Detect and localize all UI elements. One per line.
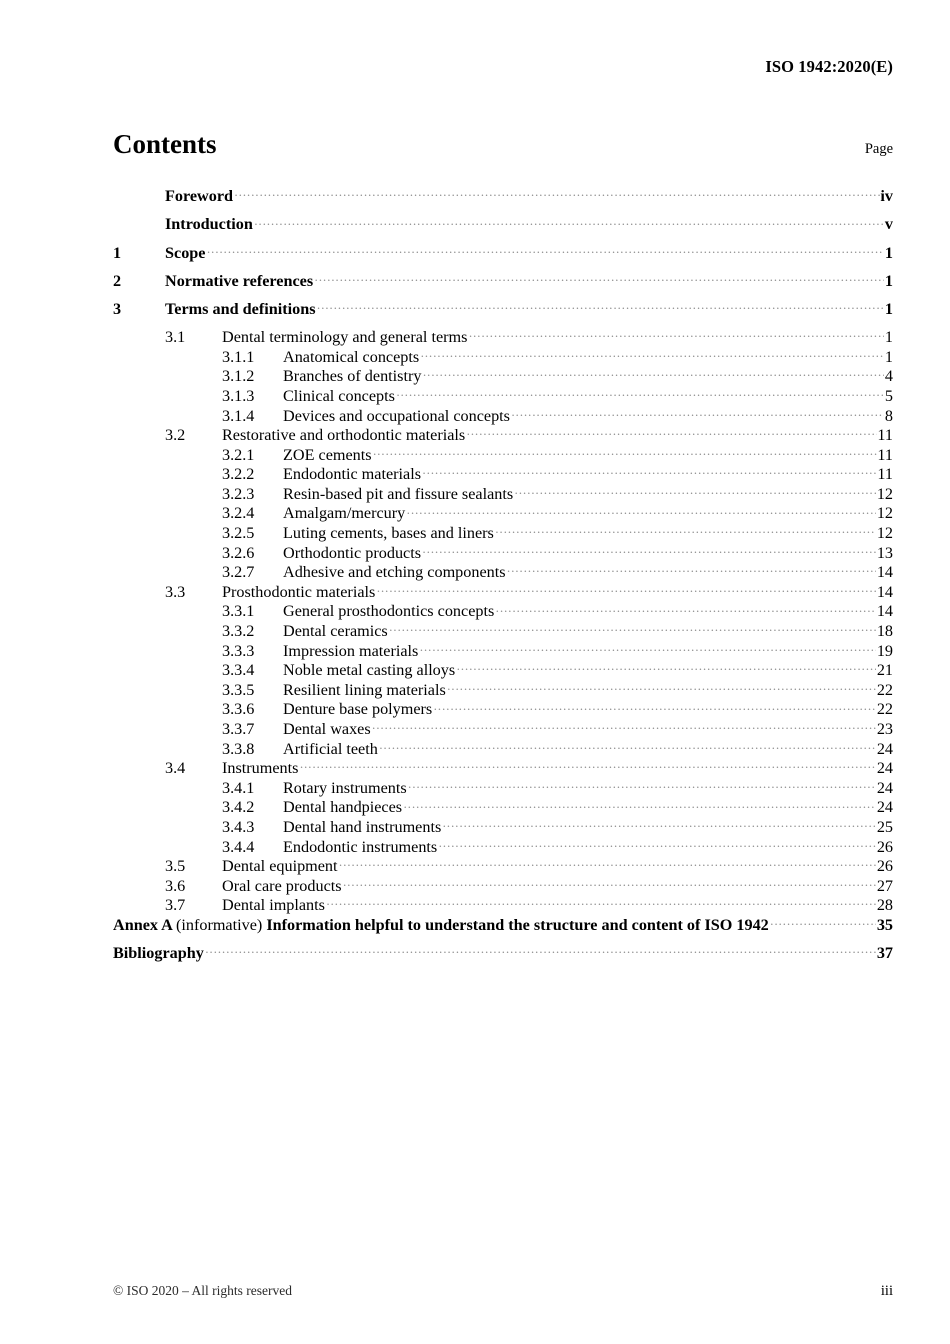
toc-entry-label: Orthodontic products <box>283 543 422 562</box>
toc-entry-3-6[interactable] <box>113 875 893 895</box>
toc-entry-page: 12 <box>876 504 893 523</box>
toc-entry-3-3-3[interactable] <box>113 639 893 659</box>
dot-leader <box>443 816 877 832</box>
dot-leader <box>469 326 884 342</box>
toc-entry-3-2-3[interactable] <box>113 483 893 503</box>
toc-entry-3-3[interactable] <box>113 581 893 601</box>
toc-entry-label: Introduction <box>165 215 253 234</box>
toc-entry-page: v <box>884 215 893 234</box>
toc-entry-label: Prosthodontic materials <box>222 582 376 601</box>
toc-entry-page: 37 <box>876 944 893 963</box>
dot-leader <box>423 541 877 557</box>
dot-leader <box>235 185 880 201</box>
toc-entry-number: 3.1.4 <box>222 406 255 425</box>
toc-entry-page: 14 <box>876 582 893 601</box>
table-of-contents <box>113 185 893 970</box>
toc-entry-page: 22 <box>876 700 893 719</box>
dot-leader <box>457 659 877 675</box>
toc-entry-label: Luting cements, bases and liners <box>283 524 494 543</box>
toc-entry-label: Rotary instruments <box>283 778 407 797</box>
toc-entry-page: 12 <box>876 524 893 543</box>
toc-entry-label: Endodontic materials <box>283 465 422 484</box>
toc-entry-page: 24 <box>876 739 893 758</box>
toc-entry-label: General prosthodontics concepts <box>283 602 495 621</box>
toc-entry-number: 2 <box>113 271 122 290</box>
toc-entry-number: 3.2.7 <box>222 563 255 582</box>
annex-title: Information helpful to understand the structure and content of ISO 1942 <box>266 915 769 934</box>
toc-entry-number: 3.2.6 <box>222 543 255 562</box>
toc-entry-label: Dental handpieces <box>283 798 403 817</box>
dot-leader <box>372 718 876 734</box>
toc-entry-page: 28 <box>876 896 893 915</box>
dot-leader <box>407 502 877 518</box>
toc-entry-number: 3.3.2 <box>222 622 255 641</box>
page-column-label: Page <box>864 141 893 157</box>
dot-leader <box>423 463 877 479</box>
toc-entry-3-2-4[interactable] <box>113 502 893 522</box>
toc-entry-label: Anatomical concepts <box>283 347 420 366</box>
toc-entry-number: 3.4.2 <box>222 798 255 817</box>
dot-leader <box>467 424 877 440</box>
dot-leader <box>205 942 876 958</box>
dot-leader <box>434 698 877 714</box>
toc-entry-3-4-1[interactable] <box>113 777 893 797</box>
toc-entry-number: 3.5 <box>165 857 186 876</box>
dot-leader <box>439 835 877 851</box>
toc-entry-3-3-2[interactable] <box>113 620 893 640</box>
page-footer <box>113 1283 893 1300</box>
dot-leader <box>423 365 884 381</box>
toc-entry-page: 19 <box>876 641 893 660</box>
toc-entry-number: 3.4.1 <box>222 778 255 797</box>
toc-entry-number: 3.4.3 <box>222 817 255 836</box>
toc-entry-number: 3.2.4 <box>222 504 255 523</box>
toc-entry-number: 3.3 <box>165 582 186 601</box>
toc-entry-label: Dental hand instruments <box>283 817 442 836</box>
toc-entry-3-1-2[interactable] <box>113 365 893 385</box>
toc-entry-3-2-1[interactable] <box>113 444 893 464</box>
toc-entry-label: ZOE cements <box>283 445 372 464</box>
toc-entry-number: 3.2.3 <box>222 484 255 503</box>
toc-entry-label: Branches of dentistry <box>283 367 422 386</box>
toc-entry-3-2-7[interactable] <box>113 561 893 581</box>
toc-entry-label: Noble metal casting alloys <box>283 661 456 680</box>
toc-entry-number: 3.7 <box>165 896 186 915</box>
toc-entry-page: 24 <box>876 759 893 778</box>
toc-entry-3-4-4[interactable] <box>113 835 893 855</box>
toc-entry-number: 3.3.8 <box>222 739 255 758</box>
toc-entry-page: 13 <box>876 543 893 562</box>
toc-entry-label: Amalgam/mercury <box>283 504 406 523</box>
toc-entry-number: 3.4.4 <box>222 837 255 856</box>
toc-entry-label: Impression materials <box>283 641 419 660</box>
toc-entry-page: iv <box>880 187 893 206</box>
toc-entry-label: Artificial teeth <box>283 739 378 758</box>
toc-entry-number: 3.6 <box>165 876 186 895</box>
dot-leader <box>389 620 876 636</box>
toc-entry-number: 3.1.3 <box>222 386 255 405</box>
toc-entry-3-3-5[interactable] <box>113 679 893 699</box>
toc-entry-3-5[interactable] <box>113 855 893 875</box>
toc-entry-page: 11 <box>877 465 893 484</box>
dot-leader <box>515 483 877 499</box>
toc-entry-number: 3.2 <box>165 426 186 445</box>
toc-entry-3-1-1[interactable] <box>113 346 893 366</box>
toc-entry-3[interactable] <box>113 298 893 326</box>
toc-entry-number: 3.3.3 <box>222 641 255 660</box>
toc-entry-page: 27 <box>876 876 893 895</box>
toc-entry-page: 1 <box>884 271 893 290</box>
toc-entry-page: 21 <box>876 661 893 680</box>
toc-entry-label: Adhesive and etching components <box>283 563 506 582</box>
toc-entry-number: 3.3.7 <box>222 720 255 738</box>
dot-leader <box>421 346 884 362</box>
toc-entry-number: 3.1.1 <box>222 347 255 366</box>
toc-entry-annex-a[interactable] <box>113 914 893 942</box>
toc-entry-1[interactable] <box>113 241 893 269</box>
toc-entry-label: Dental terminology and general terms <box>222 328 468 347</box>
toc-entry-page: 1 <box>884 328 893 347</box>
dot-leader <box>377 581 877 597</box>
toc-entry-number: 3.2.1 <box>222 445 255 464</box>
toc-entry-number: 3.1 <box>165 328 186 347</box>
toc-entry-3-3-7[interactable] <box>113 718 893 738</box>
toc-entry-3-1[interactable] <box>113 326 893 346</box>
annex-qualifier: (informative) <box>175 915 267 934</box>
toc-entry-page: 14 <box>876 602 893 621</box>
toc-entry-page: 26 <box>876 837 893 856</box>
annex-label: Annex A <box>113 915 176 934</box>
toc-entry-3-4-2[interactable] <box>113 796 893 816</box>
toc-entry-label: Resin-based pit and fissure sealants <box>283 484 514 503</box>
toc-entry-page: 26 <box>876 857 893 876</box>
toc-entry-page: 18 <box>876 622 893 641</box>
dot-leader <box>770 914 876 930</box>
toc-entry-number: 3.2.5 <box>222 524 255 543</box>
contents-heading-row <box>113 131 893 158</box>
toc-entry-page: 14 <box>876 563 893 582</box>
toc-entry-page: 8 <box>884 406 893 425</box>
toc-entry-page: 1 <box>884 347 893 366</box>
toc-entry-3-4-3[interactable] <box>113 816 893 836</box>
toc-entry-label: Endodontic instruments <box>283 837 438 856</box>
dot-leader <box>496 600 877 616</box>
toc-entry-number: 1 <box>113 243 122 262</box>
dot-leader <box>343 875 876 891</box>
toc-entry-number: 3.2.2 <box>222 465 255 484</box>
toc-entry-page: 1 <box>884 243 893 262</box>
toc-entry-label: Resilient lining materials <box>283 680 446 699</box>
toc-entry-3-7[interactable] <box>113 894 893 914</box>
toc-entry-label: Foreword <box>165 187 234 206</box>
toc-entry-3-3-8[interactable] <box>113 737 893 757</box>
dot-leader <box>326 894 876 910</box>
toc-entry-page: 23 <box>876 720 893 738</box>
toc-entry-3-2[interactable] <box>113 424 893 444</box>
toc-entry-3-1-4[interactable] <box>113 404 893 424</box>
toc-entry-number: 3.3.1 <box>222 602 255 621</box>
dot-leader <box>495 522 876 538</box>
toc-entry-label: Dental implants <box>222 896 325 915</box>
toc-entry-page: 1 <box>884 299 893 318</box>
page-folio: iii <box>880 1283 893 1299</box>
toc-entry-label: Dental equipment <box>222 857 338 876</box>
toc-entry-3-2-5[interactable] <box>113 522 893 542</box>
dot-leader <box>511 404 883 420</box>
toc-entry-label: Terms and definitions <box>165 299 316 318</box>
dot-leader <box>404 796 877 812</box>
dot-leader <box>420 639 877 655</box>
toc-entry-label: Bibliography <box>113 944 204 963</box>
toc-entry-label <box>113 916 770 935</box>
toc-entry-3-3-1[interactable] <box>113 600 893 620</box>
toc-entry-page: 22 <box>876 680 893 699</box>
toc-entry-label: Denture base polymers <box>283 700 433 719</box>
toc-entry-introduction[interactable] <box>113 213 893 241</box>
toc-entry-label: Scope <box>165 243 206 262</box>
toc-entry-number: 3.3.6 <box>222 700 255 719</box>
toc-entry-label: Devices and occupational concepts <box>283 406 510 425</box>
toc-entry-3-2-2[interactable] <box>113 463 893 483</box>
toc-entry-number: 3.4 <box>165 759 186 778</box>
toc-entry-label: Clinical concepts <box>283 386 395 405</box>
document-reference-header: ISO 1942:2020(E) <box>765 57 893 76</box>
toc-entry-3-3-4[interactable] <box>113 659 893 679</box>
toc-entry-page: 25 <box>876 817 893 836</box>
dot-leader <box>447 679 876 695</box>
toc-entry-2[interactable] <box>113 270 893 298</box>
toc-entry-page: 12 <box>876 484 893 503</box>
toc-entry-3-4[interactable] <box>113 757 893 777</box>
dot-leader <box>300 757 876 773</box>
dot-leader <box>373 444 877 460</box>
dot-leader <box>254 213 883 229</box>
toc-entry-number: 3.3.5 <box>222 680 255 699</box>
toc-entry-page: 24 <box>876 778 893 797</box>
toc-entry-page: 11 <box>877 426 893 445</box>
toc-entry-label: Oral care products <box>222 876 342 895</box>
dot-leader <box>207 241 884 257</box>
toc-entry-3-3-6[interactable] <box>113 698 893 718</box>
toc-entry-page: 4 <box>884 367 893 386</box>
copyright-notice: © ISO 2020 – All rights reserved <box>113 1283 292 1298</box>
toc-entry-3-2-6[interactable] <box>113 541 893 561</box>
toc-entry-number: 3.1.2 <box>222 367 255 386</box>
dot-leader <box>507 561 876 577</box>
toc-entry-label: Dental ceramics <box>283 622 388 641</box>
toc-entry-number: 3.3.4 <box>222 661 255 680</box>
toc-entry-label: Normative references <box>165 271 314 290</box>
toc-entry-page: 24 <box>876 798 893 817</box>
toc-entry-number: 3 <box>113 299 122 318</box>
toc-entry-bibliography[interactable] <box>113 942 893 970</box>
toc-entry-label: Dental waxes <box>283 720 371 738</box>
dot-leader <box>317 298 883 314</box>
dot-leader <box>379 737 876 753</box>
dot-leader <box>396 385 883 401</box>
page-title: Contents <box>113 129 217 159</box>
dot-leader <box>408 777 876 793</box>
toc-entry-page: 11 <box>877 445 893 464</box>
dot-leader <box>339 855 876 871</box>
toc-entry-foreword[interactable] <box>113 185 893 213</box>
toc-entry-page: 5 <box>884 386 893 405</box>
toc-entry-3-1-3[interactable] <box>113 385 893 405</box>
toc-entry-page: 35 <box>876 915 893 934</box>
dot-leader <box>315 270 884 286</box>
toc-entry-label: Instruments <box>222 759 299 778</box>
toc-entry-label: Restorative and orthodontic materials <box>222 426 466 445</box>
